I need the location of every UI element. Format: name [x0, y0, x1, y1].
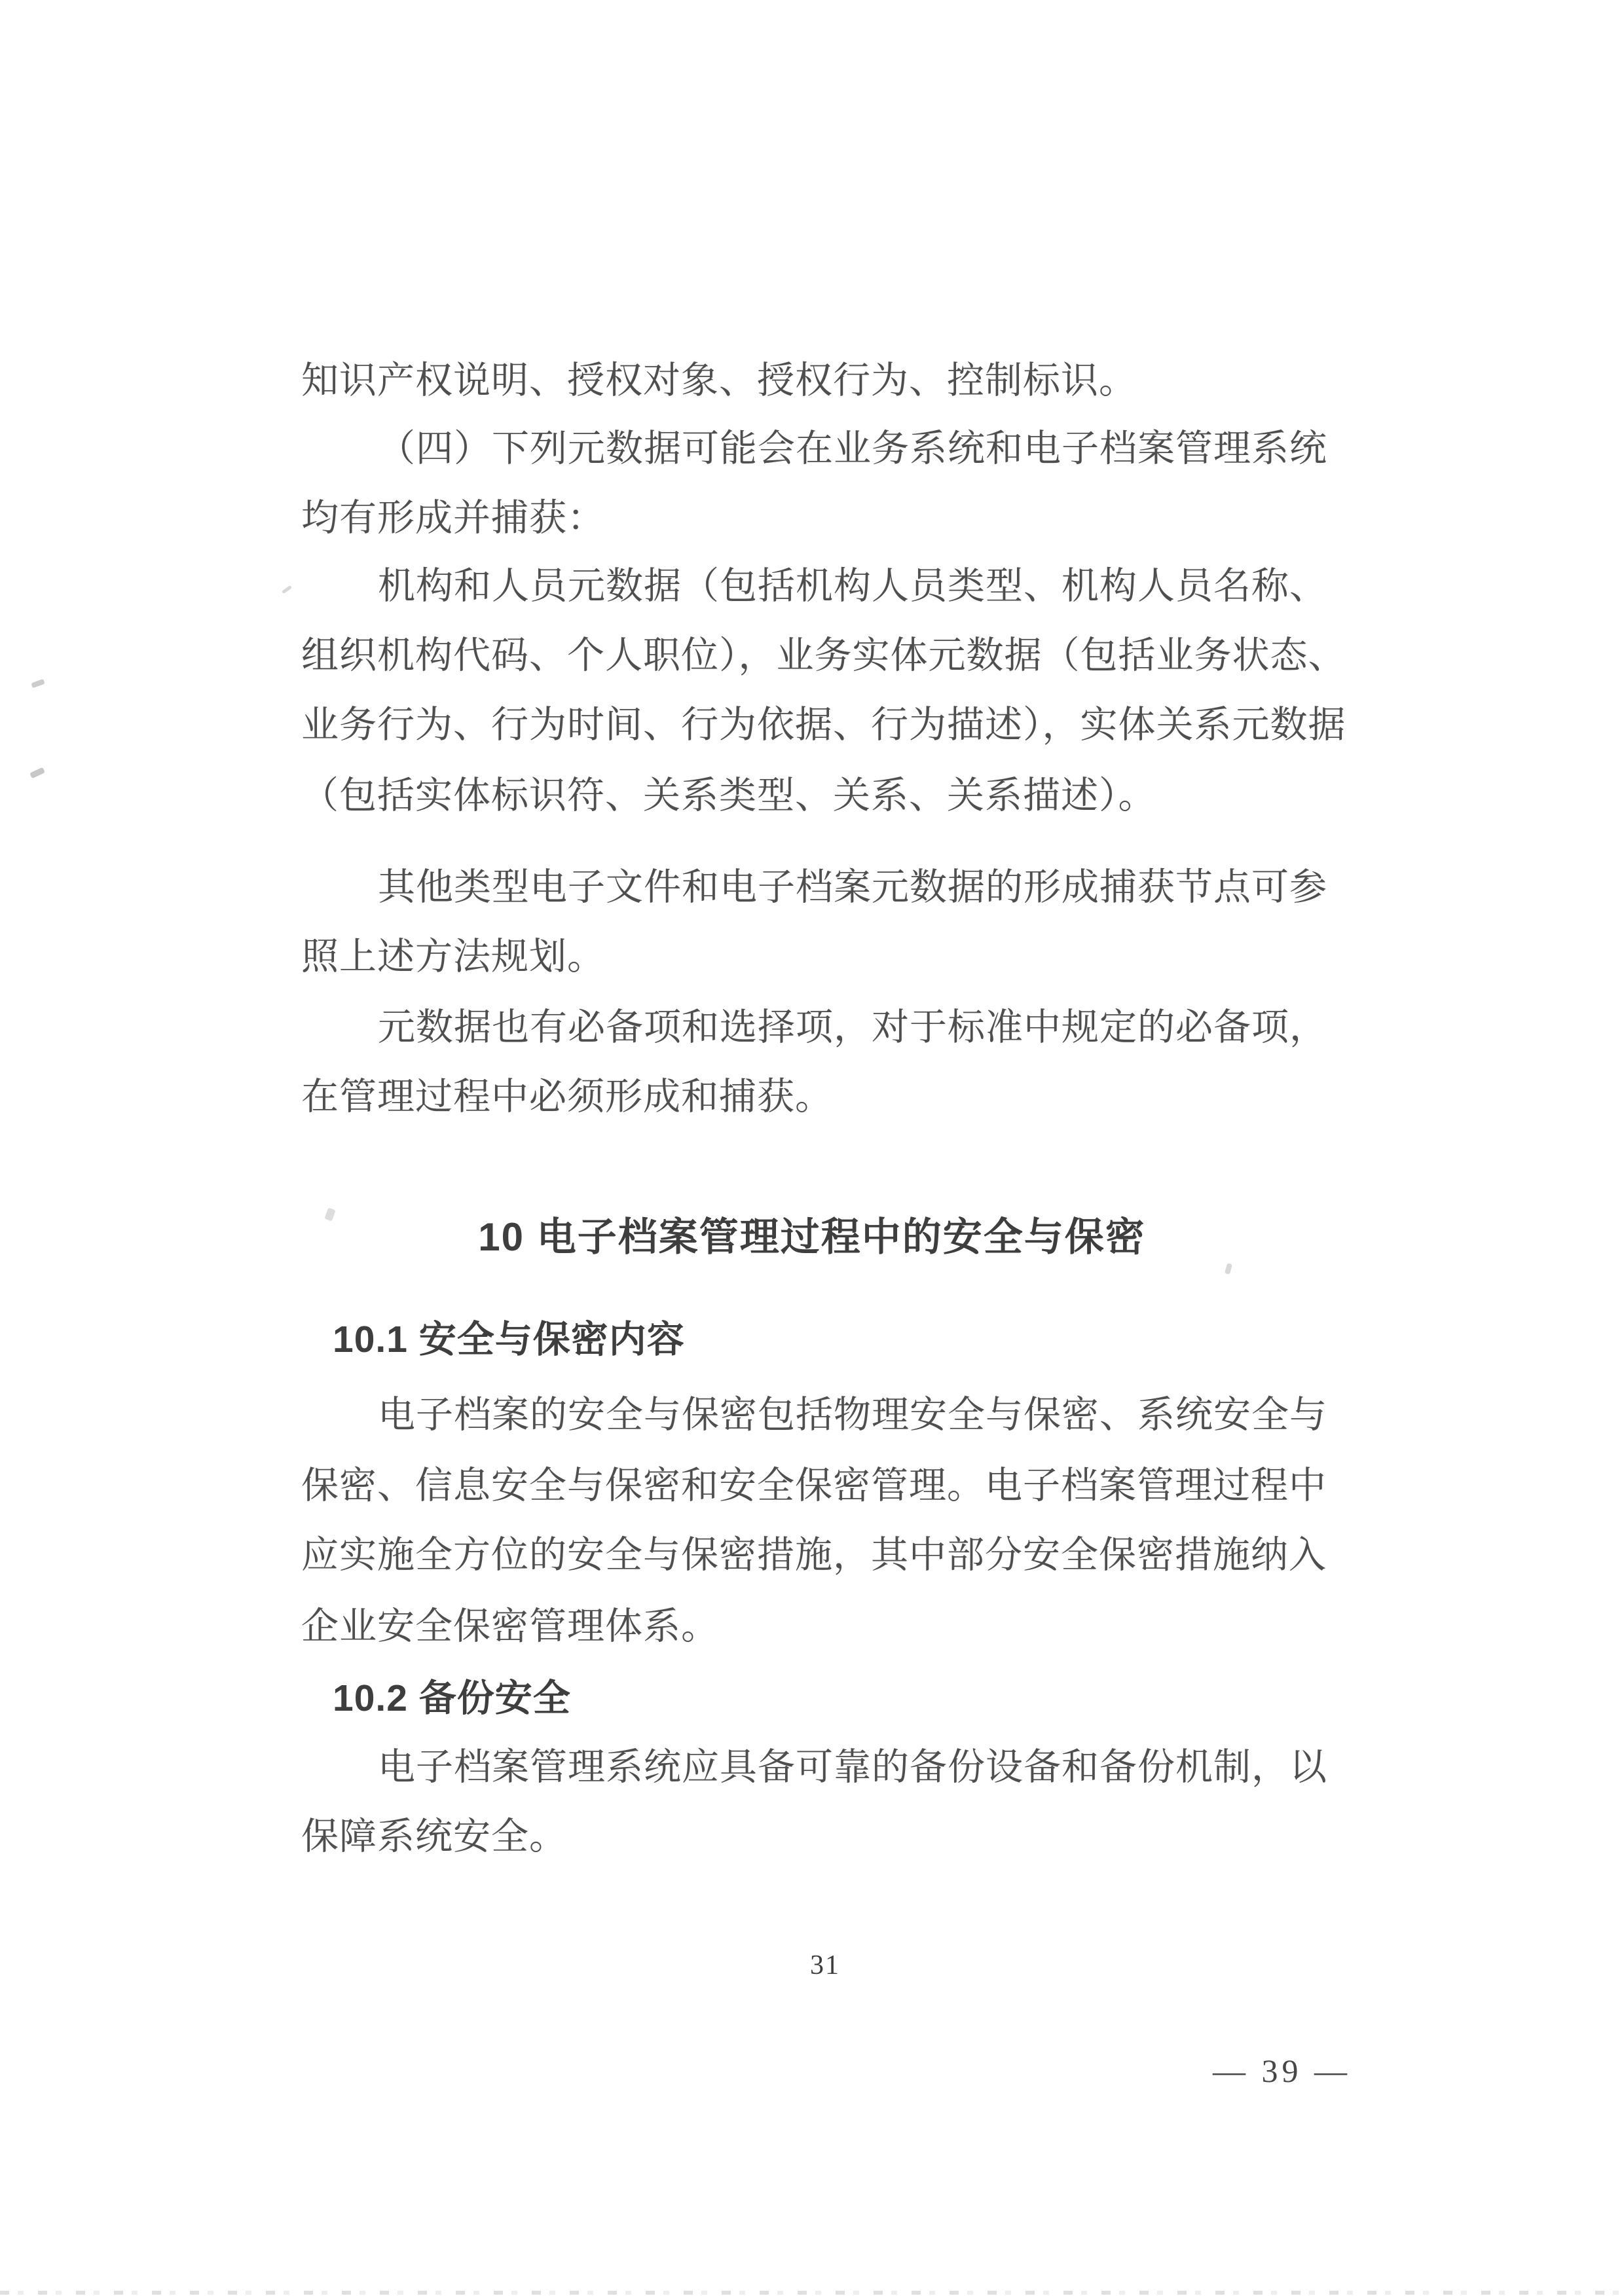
- text-line: 组织机构代码、个人职位），业务实体元数据（包括业务状态、: [301, 635, 1346, 676]
- inner-page-number: 31: [810, 1950, 840, 1980]
- text-line: 保障系统安全。: [301, 1816, 567, 1857]
- text-line: 电子档案的安全与保密包括物理安全与保密、系统安全与: [378, 1394, 1327, 1436]
- section-heading-10-1: 10.1 安全与保密内容: [333, 1319, 685, 1360]
- scan-artifact: [31, 679, 45, 688]
- section-heading-10-2: 10.2 备份安全: [333, 1677, 571, 1719]
- text-line: 业务行为、行为时间、行为依据、行为描述），实体关系元数据: [301, 704, 1346, 746]
- text-line: 机构和人员元数据（包括机构人员类型、机构人员名称、: [378, 566, 1327, 607]
- text-line: 照上述方法规划。: [301, 936, 605, 977]
- text-line: 企业安全保密管理体系。: [301, 1606, 719, 1647]
- text-line: 元数据也有必备项和选择项，对于标准中规定的必备项，: [378, 1007, 1327, 1048]
- text-line: 其他类型电子文件和电子档案元数据的形成捕获节点可参: [378, 867, 1327, 908]
- chapter-heading: 10 电子档案管理过程中的安全与保密: [478, 1215, 1146, 1259]
- scan-artifact: [282, 585, 292, 594]
- text-line: 应实施全方位的安全与保密措施，其中部分安全保密措施纳入: [301, 1535, 1327, 1576]
- text-line: （四）下列元数据可能会在业务系统和电子档案管理系统: [378, 428, 1327, 469]
- scan-artifact: [1225, 1263, 1232, 1275]
- text-line: 保密、信息安全与保密和安全保密管理。电子档案管理过程中: [301, 1465, 1327, 1506]
- text-line: 在管理过程中必须形成和捕获。: [301, 1076, 833, 1118]
- scan-artifact: [29, 767, 45, 778]
- text-line: 均有形成并捕获：: [301, 498, 605, 539]
- scan-noise-edge: [0, 2291, 1624, 2295]
- text-line: 知识产权说明、授权对象、授权行为、控制标识。: [301, 360, 1137, 401]
- text-line: （包括实体标识符、关系类型、关系、关系描述）。: [301, 775, 1156, 816]
- outer-page-number: — 39 —: [1213, 2052, 1351, 2089]
- text-line: 电子档案管理系统应具备可靠的备份设备和备份机制，以: [378, 1747, 1327, 1788]
